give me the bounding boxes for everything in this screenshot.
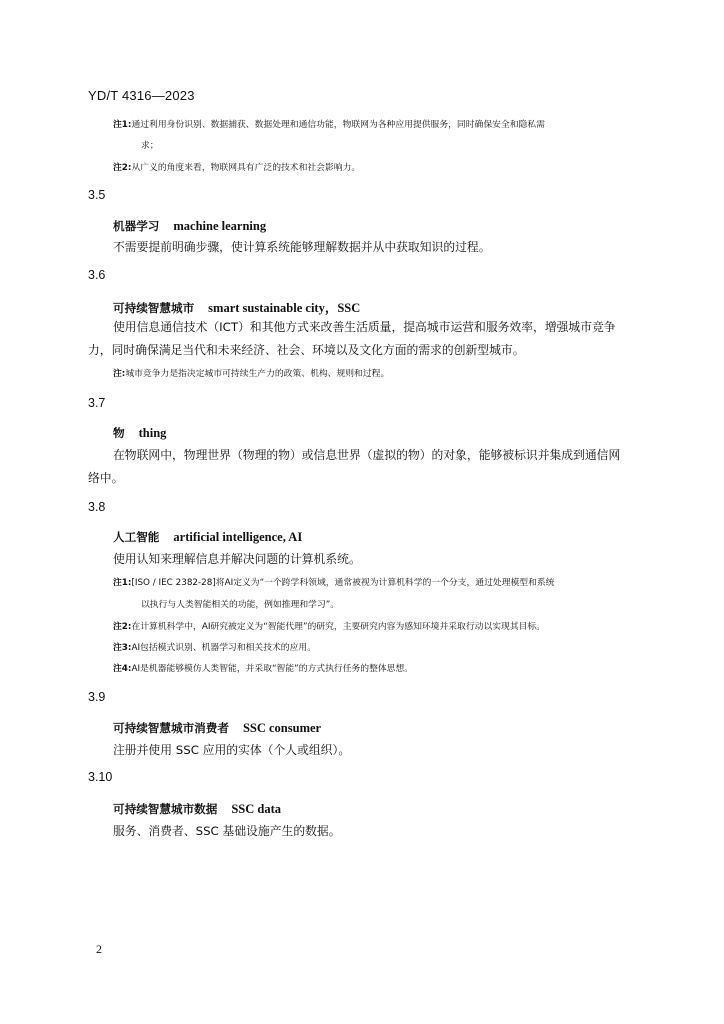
- definition-line: 力，同时确保满足当代和未来经济、社会、环境以及文化方面的需求的创新型城市。: [88, 343, 525, 357]
- section-number: 3.8: [88, 500, 106, 514]
- term-heading: [113, 298, 360, 316]
- note-label: 注2:: [113, 163, 132, 173]
- note-1: [113, 118, 658, 132]
- term-en: artificial intelligence, AI: [173, 530, 303, 544]
- section-number: 3.6: [88, 268, 106, 282]
- term-zh: 可持续智慧城市: [113, 301, 195, 315]
- definition-line: 在物联网中，物理世界（物理的物）或信息世界（虚拟的物）的对象，能够被标识并集成到通信网: [113, 448, 621, 462]
- note-label: 注4:: [113, 664, 132, 674]
- note-label: 注3:: [113, 643, 132, 653]
- section-number: 3.5: [88, 188, 106, 202]
- definition: 使用认知来理解信息并解决问题的计算机系统。: [113, 552, 361, 566]
- term-zh: 机器学习: [113, 219, 160, 233]
- definition: 注册并使用 SSC 应用的实体（个人或组织）。: [113, 743, 351, 757]
- standard-code: YD/T 4316—2023: [88, 88, 195, 103]
- term-zh: 可持续智慧城市数据: [113, 802, 218, 816]
- note-1-continuation: 求；: [141, 141, 159, 151]
- definition-line: 使用信息通信技术（ICT）和其他方式来改善生活质量，提高城市运营和服务效率，增强城市竞争: [113, 320, 616, 334]
- term-heading: [113, 529, 302, 545]
- section-number: 3.7: [88, 396, 106, 410]
- term-en: machine learning: [173, 219, 267, 233]
- note-text: 城市竞争力是指决定城市可持续生产力的政策、机构、规则和过程。: [125, 369, 390, 379]
- note-label: 注1:: [113, 578, 132, 588]
- note-text: AI是机器能够模仿人类智能，并采取“智能”的方式执行任务的整体思想。: [131, 664, 414, 674]
- section-number: 3.10: [88, 770, 113, 784]
- term-zh: 可持续智慧城市消费者: [113, 721, 229, 735]
- term-heading: [113, 425, 166, 441]
- definition-line: 络中。: [88, 471, 124, 485]
- note-label: 注:: [113, 369, 126, 379]
- note-2: [113, 161, 360, 175]
- note-1: [113, 576, 658, 590]
- term-en: smart sustainable city，SSC: [208, 301, 361, 315]
- note-label: 注2:: [113, 622, 132, 632]
- note-text: [ISO / IEC 2382-28]将AI定义为“一个跨学科领域，通常被视为计算机科学的一个分支，通过处理模型和系统: [131, 578, 555, 588]
- term-en: thing: [138, 426, 167, 440]
- term-heading: [113, 801, 281, 817]
- note-text: AI包括模式识别、机器学习和相关技术的应用。: [131, 643, 316, 653]
- term-heading: [113, 218, 266, 234]
- note-2: [113, 620, 658, 634]
- note-text: 从广义的角度来看，物联网具有广泛的技术和社会影响力。: [131, 163, 361, 173]
- note-4: [113, 662, 413, 676]
- note-text: 通过利用身份识别、数据捕获、数据处理和通信功能，物联网为各种应用提供服务，同时确保安全和隐私需: [131, 120, 545, 130]
- page-number: 2: [96, 942, 102, 956]
- definition: 不需要提前明确步骤，使计算系统能够理解数据并从中获取知识的过程。: [113, 240, 491, 254]
- term-en: SSC consumer: [242, 721, 322, 735]
- term-zh: 物: [113, 426, 125, 440]
- note: [113, 367, 389, 381]
- note-label: 注1:: [113, 120, 132, 130]
- note-3: [113, 641, 316, 655]
- term-heading: [113, 720, 321, 736]
- definition: 服务、消费者、SSC 基础设施产生的数据。: [113, 824, 341, 838]
- note-text: 在计算机科学中，AI研究被定义为“智能代理”的研究，主要研究内容为感知环境并采取行动以实现其目标。: [131, 622, 546, 632]
- section-number: 3.9: [88, 690, 106, 704]
- note-1-continuation: 以执行与人类智能相关的功能，例如推理和学习”。: [141, 600, 340, 610]
- term-en: SSC data: [231, 802, 282, 816]
- term-zh: 人工智能: [113, 530, 160, 544]
